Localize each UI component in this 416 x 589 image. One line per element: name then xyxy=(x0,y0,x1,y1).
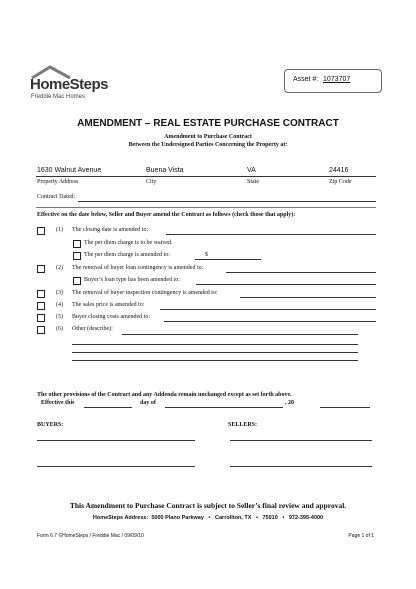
item-2-label: The removal of buyer loan contingency is amended to: xyxy=(72,265,204,271)
buyer-signature-line-2[interactable] xyxy=(37,466,195,467)
item-1b-checkbox[interactable] xyxy=(73,252,81,260)
page-title: AMENDMENT – REAL ESTATE PURCHASE CONTRACT xyxy=(77,118,339,129)
item-6-line-4[interactable] xyxy=(72,360,358,361)
other-provisions: The other provisions of the Contract and any Addenda remain unchanged except as set forth above. xyxy=(37,392,292,398)
item-4-line[interactable] xyxy=(160,309,376,310)
item-6-checkbox[interactable] xyxy=(37,326,45,334)
item-1b-value[interactable]: $ xyxy=(205,252,208,258)
item-5-label: Buyer closing costs amended to: xyxy=(72,314,150,320)
item-1a-label: The per diem charge is to be waived. xyxy=(84,240,173,246)
property-address-label: Property Address xyxy=(37,179,79,185)
item-6-number: (6) xyxy=(56,326,63,332)
item-1a-checkbox[interactable] xyxy=(73,240,81,248)
item-1-line[interactable] xyxy=(166,234,376,235)
item-6-label: Other (describe): xyxy=(72,326,113,332)
item-3-number: (3) xyxy=(56,290,63,296)
effective-year-line[interactable] xyxy=(320,407,370,408)
footer-address: HomeSteps Address: 5000 Plano Parkway • Carrollton, TX • 75010 • 972-395-4000 xyxy=(92,515,324,521)
logo-title: HomeSteps xyxy=(30,76,109,93)
subtitle-2: Between the Undersigned Parties Concerning the Property at: xyxy=(128,142,288,148)
item-2a-label: Buyer’s loan type has been amended to: xyxy=(84,277,180,283)
item-5-checkbox[interactable] xyxy=(37,314,45,322)
item-1-label: The closing date is amended to: xyxy=(72,227,149,233)
contract-dated-line[interactable] xyxy=(78,201,376,202)
property-state-value[interactable]: VA xyxy=(247,167,256,174)
logo xyxy=(30,64,109,104)
item-5-number: (5) xyxy=(56,314,63,320)
subtitle-1: Amendment to Purchase Contract xyxy=(164,134,252,140)
item-4-checkbox[interactable] xyxy=(37,302,45,310)
page-number: Page 1 of 1 xyxy=(348,533,374,539)
item-4-label: The sales price is amended to: xyxy=(72,302,145,308)
effective-this-label: Effective this xyxy=(41,400,75,406)
item-3-checkbox[interactable] xyxy=(37,290,45,298)
item-4-number: (4) xyxy=(56,302,63,308)
item-3-label: The removal of buyer inspection contingency is amended to: xyxy=(72,290,218,296)
item-6-line-3[interactable] xyxy=(72,352,358,353)
item-2-checkbox[interactable] xyxy=(37,265,45,273)
item-2a-checkbox[interactable] xyxy=(73,277,81,285)
seller-signature-line-1[interactable] xyxy=(230,440,372,441)
item-2a-line[interactable] xyxy=(196,284,376,285)
property-city-label: City xyxy=(146,179,157,185)
contract-dated-label: Contract Dated: xyxy=(37,194,76,200)
property-line xyxy=(36,176,376,177)
effective-day-line[interactable] xyxy=(84,407,132,408)
item-1b-label: The per diem charge is amended to: xyxy=(84,252,170,258)
property-address-value[interactable]: 1630 Walnut Avenue xyxy=(37,167,102,174)
property-city-value[interactable]: Buena Vista xyxy=(146,167,184,174)
seller-signature-line-2[interactable] xyxy=(230,466,372,467)
item-3-line[interactable] xyxy=(240,297,376,298)
item-6-line[interactable] xyxy=(122,334,358,335)
sellers-label: SELLERS: xyxy=(228,422,258,428)
item-2-line[interactable] xyxy=(226,272,376,273)
property-zip-label: Zip Code xyxy=(329,179,352,185)
form-id: Form 6.7 ©HomeSteps / Freddie Mac / 09/09/10 xyxy=(37,533,144,539)
item-1-checkbox[interactable] xyxy=(37,227,45,235)
item-6-line-2[interactable] xyxy=(72,344,358,345)
item-5-line[interactable] xyxy=(164,321,376,322)
property-zip-value[interactable]: 24416 xyxy=(329,167,349,174)
year-label: , 20 xyxy=(285,400,294,406)
property-state-label: State xyxy=(247,179,259,185)
item-2-number: (2) xyxy=(56,265,63,271)
effective-month-line[interactable] xyxy=(165,407,283,408)
day-of-label: day of xyxy=(140,400,156,406)
divider xyxy=(36,207,376,208)
footer-notice: This Amendment to Purchase Contract is subject to Seller’s final review and approval. xyxy=(69,501,347,510)
asset-label: Asset #: xyxy=(293,76,319,83)
asset-number: 1073707 xyxy=(323,76,351,83)
logo-subtitle: Freddie Mac Homes xyxy=(31,94,86,100)
buyers-label: BUYERS: xyxy=(37,422,64,428)
buyer-signature-line-1[interactable] xyxy=(37,440,195,441)
effective-instructions: Effective on the date below, Seller and Buyer amend the Contract as follows (check those that apply): xyxy=(37,212,296,218)
item-1-number: (1) xyxy=(56,227,63,233)
item-1b-line[interactable] xyxy=(195,259,261,260)
